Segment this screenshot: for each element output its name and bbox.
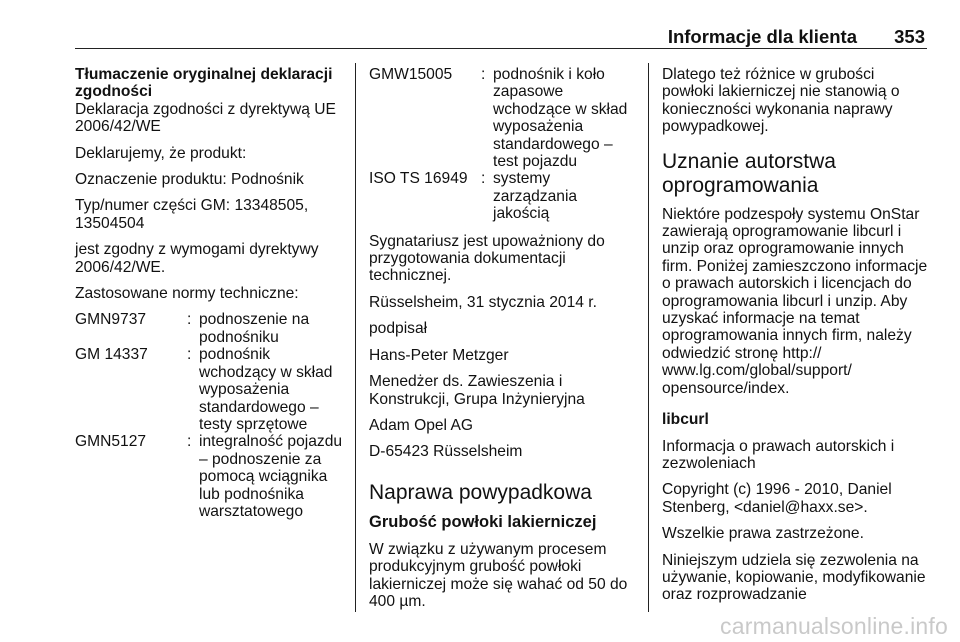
norm-row [75,346,345,433]
norm-code: GMN5127 [75,433,147,451]
paragraph: Rüsselsheim, 31 stycznia 2014 r. [369,293,597,311]
paragraph: Deklaracja zgodności z dyrektywą UE 2006/42/WE [75,100,336,136]
column-divider [648,63,649,612]
paragraph: Menedżer ds. Zawieszenia i Konstrukcji, Grupa Inżynieryjna [369,373,585,408]
norms-list [75,311,345,520]
paragraph: Hans-Peter Metzger [369,346,509,364]
watermark-text: carmanualsonline.info [720,613,948,639]
norm-code: ISO TS 16949 [369,170,468,188]
paragraph: Typ/numer części GM: 13348505, 13504504 [75,197,309,232]
subsection-title: libcurl [662,411,709,429]
norm-description: podnośnik wchodzący w skład wyposażenia standardowego – testy sprzętowe [199,346,333,433]
paragraph: jest zgodny z wymogami dyrektywy 2006/42/WE. [75,241,319,276]
norm-row [75,433,345,520]
norm-code: GMW15005 [369,66,453,83]
paragraph: W związku z używanym procesem produkcyjnym grubość powłoki lakierniczej może się wahać od 50 do 400 µm. [369,540,628,610]
norm-row [369,170,637,222]
norm-separator: : [187,433,192,451]
column-3 [662,66,930,613]
column-1 [75,66,345,530]
paragraph: Copyright (c) 1996 - 2010, Daniel Stenberg, <daniel@haxx.se>. [662,481,892,516]
section-title: Naprawa powypadkowa [369,480,592,504]
subsection-title: Grubość powłoki lakierniczej [369,512,597,531]
norm-separator: : [187,311,192,329]
paragraph: Dlatego też różnice w grubości powłoki lakierniczej nie stanowią o konieczności wykonania naprawy powypadkowej. [662,66,900,136]
paragraph: Wszelkie prawa zastrzeżone. [662,525,864,543]
page-number: 353 [894,26,925,47]
norm-separator: : [187,346,192,364]
section-title: Uznanie autorstwa oprogramowania [662,149,836,197]
norm-separator: : [481,66,486,83]
paragraph: D-65423 Rüsselsheim [369,443,523,461]
norm-description: podnośnik i koło zapasowe wchodzące w skład wyposażenia standardowego – test pojazdu [493,66,628,171]
paragraph: Zastosowane normy techniczne: [75,285,299,303]
page-header [75,24,927,49]
column-2 [369,66,637,619]
declaration-heading: Tłumaczenie oryginalnej deklaracji zgodności [75,66,333,101]
norm-description: podnoszenie na podnośniku [199,311,310,346]
norm-row [369,66,637,170]
column-divider [355,63,356,612]
paragraph: Informacja o prawach autorskich i zezwoleniach [662,437,895,472]
paragraph: Niniejszym udziela się zezwolenia na używanie, kopiowanie, modyfikowanie oraz rozprowadzanie [662,551,926,604]
norm-separator: : [481,170,486,188]
norm-description: systemy zarządzania jakością [493,170,578,223]
norms-list [369,66,637,223]
norm-code: GMN9737 [75,311,147,329]
paragraph: Deklarujemy, że produkt: [75,144,247,162]
paragraph: podpisał [369,320,428,338]
norm-row [75,311,345,346]
norm-description: integralność pojazdu – podnoszenie za pomocą wciągnika lub podnośnika warsztatowego [199,433,343,520]
norm-code: GM 14337 [75,346,148,364]
paragraph: Adam Opel AG [369,416,474,434]
paragraph: Niektóre podzespoły systemu OnStar zawierają oprogramowanie libcurl i unzip oraz oprogramowanie innych firm. Poniżej zamieszczono informacje o prawach autorskich i licencjach do oprogramowania libcurl i unzip. Aby uzyskać informacje na temat oprogramowania innych firm, należy odwiedzić stronę http:// www.lg.com/global/support/ opensource/index. [662,205,928,397]
paragraph: Oznaczenie produktu: Podnośnik [75,171,304,189]
paragraph: Sygnatariusz jest upoważniony do przygotowania dokumentacji technicznej. [369,232,605,285]
header-title: Informacje dla klienta [667,26,857,47]
